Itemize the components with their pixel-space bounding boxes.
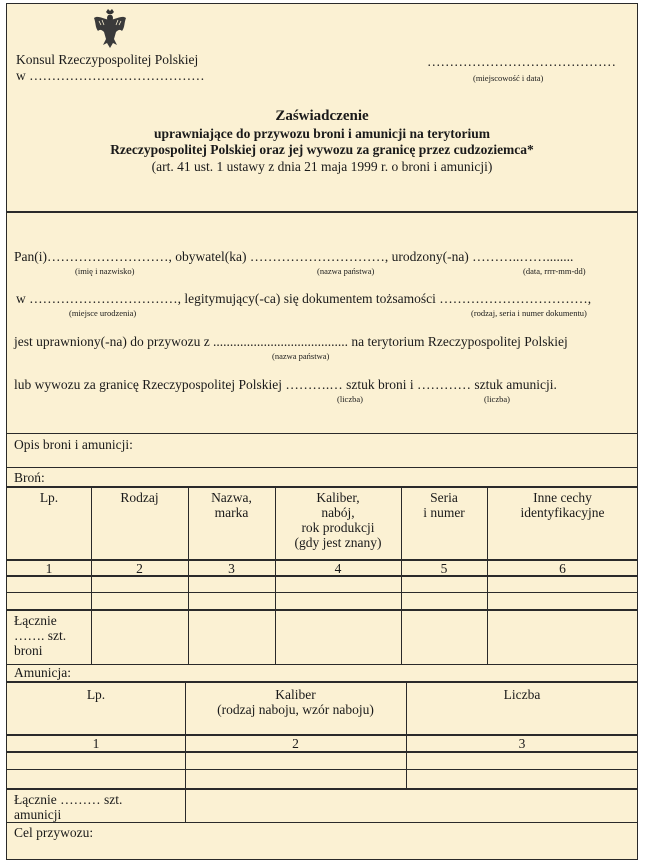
place-date-field[interactable]: …………………………………… (427, 54, 616, 69)
title-line-3: Rzeczypospolitej Polskiej oraz jej wywozu za granicę przez cudzoziemca* (110, 142, 534, 157)
consul-line: Konsul Rzeczypospolitej Polskiej (16, 52, 199, 67)
table-row (7, 575, 637, 577)
label-birth-date: (data, rrrr-mm-dd) (523, 266, 586, 276)
bron-header-inne: Inne cechy identyfikacyjne (520, 490, 605, 520)
table-row (7, 609, 637, 611)
label-birthplace: (miejsce urodzenia) (69, 308, 137, 318)
label-count-weapons: (liczba) (337, 394, 363, 404)
divider (7, 211, 637, 213)
bron-col-number: 4 (334, 561, 342, 576)
amunicja-total-cell[interactable]: Łącznie ……… szt. amunicji (14, 792, 123, 822)
divider (7, 467, 637, 468)
amunicja-header-lp: Lp. (86, 687, 106, 702)
label-country-from: (nazwa państwa) (272, 351, 330, 361)
bron-header-seria: Seria i numer (423, 490, 465, 520)
bron-table-top (7, 486, 637, 488)
opis-label: Opis broni i amunicji: (14, 437, 133, 452)
bron-header-nazwa: Nazwa, marka (211, 490, 252, 520)
body-row-2[interactable]: w ……………………………, legitymujący(-ca) się dokumentem tożsamości ……………………………, (16, 291, 592, 306)
amunicja-col-number: 2 (292, 736, 299, 751)
amunicja-header-kaliber: Kaliber (rodzaj naboju, wzór naboju) (217, 687, 374, 717)
bron-col-number: 2 (136, 561, 143, 576)
table-row (7, 769, 637, 770)
divider (7, 664, 637, 665)
bron-total-cell[interactable]: Łącznie ……. szt. broni (14, 613, 67, 658)
bron-section-label: Broń: (14, 470, 45, 485)
consul-location-field[interactable]: w ………………………………… (16, 68, 205, 83)
amunicja-col-number: 3 (518, 736, 526, 751)
body-row-1[interactable]: Pan(i)………………………, obywatel(ka) …………………………, urodzony(-na) ………..……........ (14, 249, 574, 264)
divider (7, 822, 637, 823)
bron-header-lp: Lp. (39, 490, 59, 505)
body-row-3[interactable]: jest uprawniony(-na) do przywozu z ........................................ na terytorium Rzeczypospolitej Polskiej (14, 334, 568, 349)
bron-col-number: 3 (228, 561, 235, 576)
amunicja-col-number: 1 (92, 736, 100, 751)
bron-col-number: 6 (559, 561, 566, 576)
table-row (7, 751, 637, 753)
label-document: (rodzaj, seria i numer dokumentu) (471, 308, 587, 318)
place-date-label: (miejscowość i data) (473, 73, 544, 83)
label-country: (nazwa państwa) (317, 266, 375, 276)
certificate-form (6, 3, 638, 860)
title-line-2: uprawniające do przywozu broni i amunicji na terytorium (153, 126, 491, 141)
body-row-4[interactable]: lub wywozu za granicę Rzeczypospolitej Polskiej ……….… sztuk broni i ………… sztuk amunicji. (14, 377, 557, 392)
bron-header-rodzaj: Rodzaj (120, 490, 159, 505)
polish-eagle-emblem-icon (93, 9, 127, 49)
label-count-ammo: (liczba) (484, 394, 510, 404)
table-row (7, 592, 637, 593)
table-row (7, 788, 637, 790)
cel-przywozu-field[interactable]: Cel przywozu: (14, 825, 94, 840)
document-title: Zaświadczenie (275, 108, 369, 124)
bron-col-number: 1 (45, 561, 53, 576)
amunicja-header-liczba: Liczba (503, 687, 541, 702)
title-line-4: (art. 41 ust. 1 ustawy z dnia 21 maja 1999 r. o broni i amunicji) (151, 159, 493, 174)
divider (7, 433, 637, 434)
amunicja-table-top (7, 681, 637, 683)
bron-col-number: 5 (440, 561, 448, 576)
label-name: (imię i nazwisko) (75, 266, 135, 276)
amunicja-section-label: Amunicja: (14, 665, 71, 680)
bron-header-kaliber: Kaliber, nabój, rok produkcji (gdy jest znany) (294, 490, 382, 550)
